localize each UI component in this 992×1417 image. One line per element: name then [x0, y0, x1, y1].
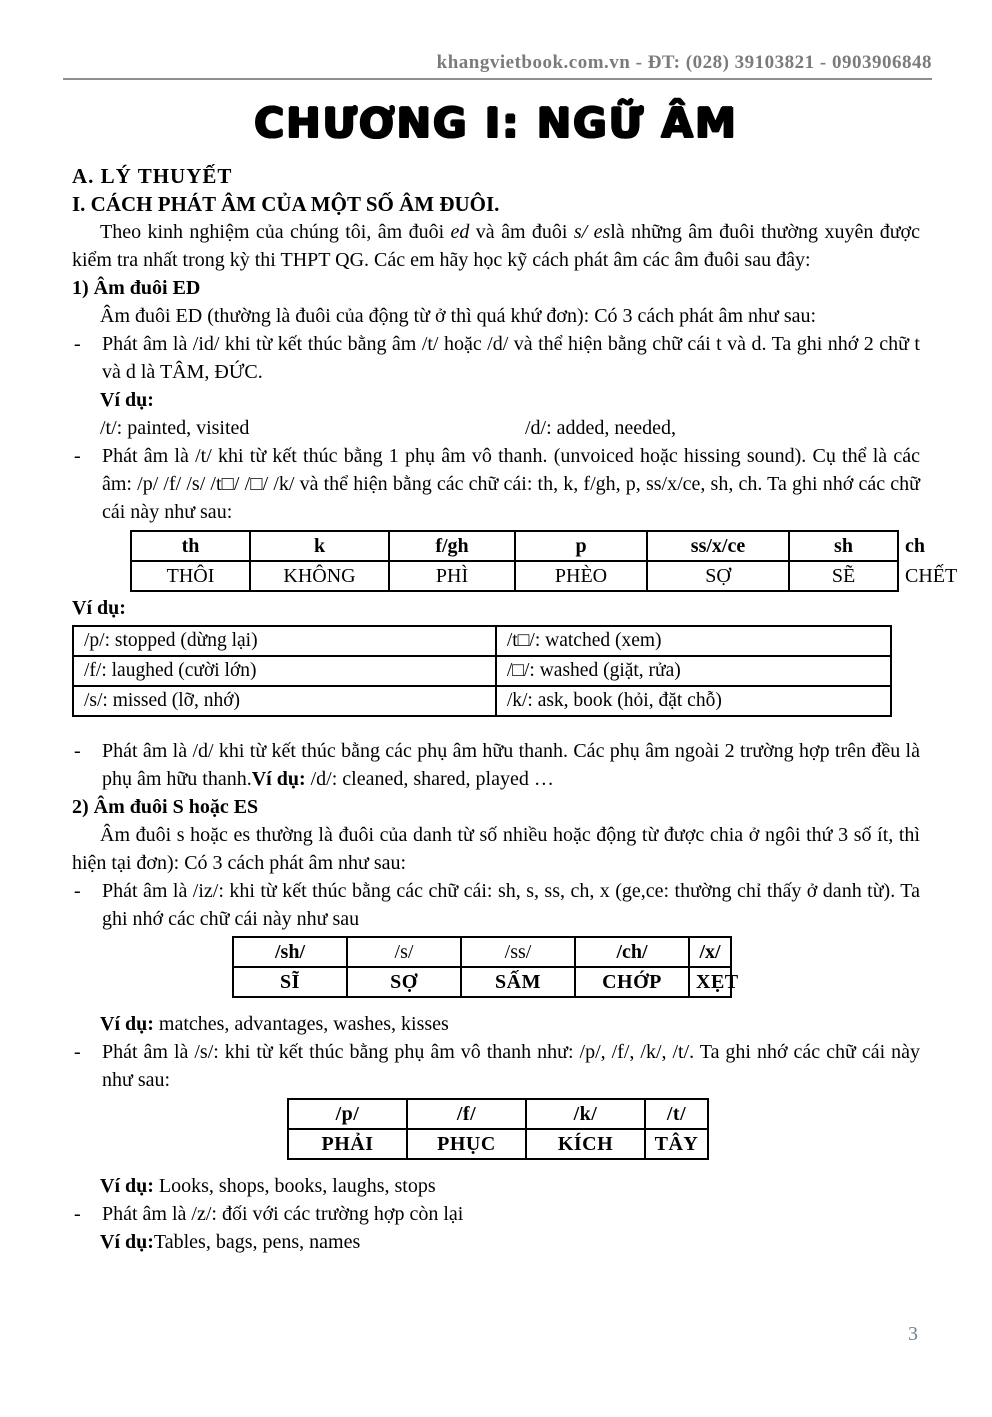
table-row — [233, 937, 731, 967]
table-cell: SỢ — [347, 967, 461, 997]
table-row — [73, 686, 891, 716]
bullet-d-text-1: Phát âm là /d/ khi từ kết thúc bằng các phụ âm hữu thanh. Các phụ âm ngoài 2 trường hợp trên đều là phụ âm hữu thanh. — [102, 740, 920, 790]
ed-examples-table — [72, 625, 892, 717]
bullet-id-text: Phát âm là /id/ khi từ kết thúc bằng âm /t/ hoặc /d/ và thể hiện bằng chữ cái t và d. Ta ghi nhớ 2 chữ t và d là TÂM, ĐỨC. — [102, 333, 920, 383]
vidu-label-1: Ví dụ: — [100, 389, 154, 411]
table-cell: /t/ — [645, 1099, 708, 1129]
table-cell: /sh/ — [233, 937, 347, 967]
example-s-text: Looks, shops, books, laughs, stops — [153, 1175, 436, 1197]
page-content — [72, 162, 958, 1256]
table-row — [73, 626, 891, 656]
bullet-dash: - — [74, 1203, 81, 1225]
table-cell: sh — [789, 531, 898, 561]
iz-letters-table — [232, 936, 739, 998]
bullet-d-text — [102, 737, 920, 793]
table-cell: XẸT — [689, 967, 731, 997]
chapter-title: CHƯƠNG I: NGỮ ÂM — [254, 99, 738, 147]
spacer — [72, 1002, 920, 1010]
table-cell: PHÈO — [515, 561, 647, 591]
table-cell: p — [515, 531, 647, 561]
table-cell: CHỚP — [575, 967, 689, 997]
intro-paragraph — [72, 218, 920, 274]
table-cell: THÔI — [131, 561, 250, 591]
bullet-dash: - — [74, 880, 81, 902]
bullet-id — [72, 330, 920, 386]
bullet-dash: - — [74, 1041, 81, 1063]
page-header — [63, 0, 932, 80]
table-cell: PHẢI — [288, 1129, 407, 1159]
table-cell: SẼ — [789, 561, 898, 591]
table-cell: /f/: laughed (cười lớn) — [73, 656, 496, 686]
table-cell: SỢ — [647, 561, 789, 591]
table-row — [73, 656, 891, 686]
intro-italic-ses: s/ es — [573, 221, 611, 243]
example-z-text: Tables, bags, pens, names — [153, 1231, 361, 1253]
vidu-label-3: Ví dụ: — [100, 1013, 154, 1035]
table-row: THÔI KHÔNG PHÌ PHÈO SỢ SẼ CHẾT — [131, 561, 898, 591]
bullet-z-text: Phát âm là /z/: đối với các trường hợp còn lại — [102, 1203, 464, 1225]
table-row — [288, 1099, 708, 1129]
intro-italic-ed: ed — [450, 221, 470, 243]
table-cell: TÂY — [645, 1129, 708, 1159]
consonant-letters-table — [130, 530, 958, 592]
table-cell: th — [131, 531, 250, 561]
s-section-desc: Âm đuôi s hoặc es thường là đuôi của danh từ số nhiều hoặc động từ được chia ở ngôi thứ 3 số ít, thì hiện tại đơn): Có 3 cách phát âm như sau: — [72, 824, 920, 874]
table-cell: f/gh — [389, 531, 515, 561]
vidu-label-2: Ví dụ: — [72, 597, 126, 619]
table-cell: SĨ — [233, 967, 347, 997]
header-text: khangvietbook.com.vn - ĐT: (028) 39103821 - 0903906848 — [436, 52, 932, 73]
bullet-iz-text: Phát âm là /iz/: khi từ kết thúc bằng các chữ cái: sh, s, ss, ch, x (ge,ce: thường chỉ thấy ở danh từ). Ta ghi nhớ các chữ cái này như sau — [102, 880, 920, 930]
table-cell: /ch/ — [575, 937, 689, 967]
bullet-dash: - — [74, 333, 81, 355]
table-row — [233, 967, 731, 997]
s-letters-table — [287, 1098, 709, 1160]
bullet-dash: - — [74, 445, 81, 467]
table-cell: /p/ — [288, 1099, 407, 1129]
table-cell: /p/: stopped (dừng lại) — [73, 626, 496, 656]
table-cell: KÍCH — [526, 1129, 645, 1159]
example-z-line — [100, 1228, 920, 1256]
bullet-d-text-2: /d/: cleaned, shared, played … — [305, 768, 554, 790]
bullet-t — [72, 442, 920, 526]
table-cell: k — [250, 531, 389, 561]
table-cell: /ss/ — [461, 937, 575, 967]
bullet-iz — [72, 877, 920, 933]
vidu-label-5: Ví dụ: — [100, 1231, 154, 1253]
table-cell: /x/ — [689, 937, 731, 967]
example-row-ed — [100, 414, 920, 442]
example-s-line — [100, 1172, 920, 1200]
table-cell: /k/ — [526, 1099, 645, 1129]
intro-text-1: Theo kinh nghiệm của chúng tôi, âm đuôi — [100, 221, 451, 243]
section-a-heading: A. LÝ THUYẾT — [72, 164, 233, 188]
example-t: /t/: painted, visited — [100, 417, 250, 439]
bullet-s — [72, 1038, 920, 1094]
ed-section-heading: 1) Âm đuôi ED — [72, 277, 201, 299]
table-cell: /□/: washed (giặt, rửa) — [496, 656, 891, 686]
s-section-heading: 2) Âm đuôi S hoặc ES — [72, 796, 259, 818]
example-iz-line — [100, 1010, 920, 1038]
table-cell: PHÌ — [389, 561, 515, 591]
intro-text-2: và âm đuôi — [469, 221, 574, 243]
table-cell: ss/x/ce — [647, 531, 789, 561]
vidu-label-4: Ví dụ: — [100, 1175, 154, 1197]
bullet-d — [72, 737, 920, 793]
table-row — [288, 1129, 708, 1159]
bullet-t-text: Phát âm là /t/ khi từ kết thúc bằng 1 phụ âm vô thanh. (unvoiced hoặc hissing sound). Cụ thể là các âm: /p/ /f/ /s/ /t□/ /□/ /k/ và thể hiện bằng các chữ cái: th, k, f/gh, p, ss/x/ce, sh, ch. Ta ghi nhớ các chữ cái này như sau: — [102, 445, 920, 523]
table-cell: KHÔNG — [250, 561, 389, 591]
example-iz-text: matches, advantages, washes, kisses — [153, 1013, 449, 1035]
bullet-dash: - — [74, 740, 81, 762]
table-cell: PHỤC — [407, 1129, 526, 1159]
table-row: th k f/gh p ss/x/ce sh ch — [131, 531, 898, 561]
section-i-heading: I. CÁCH PHÁT ÂM CỦA MỘT SỐ ÂM ĐUÔI. — [72, 192, 500, 216]
example-d: /d/: added, needed, — [525, 417, 677, 439]
bullet-s-text: Phát âm là /s/: khi từ kết thúc bằng phụ âm vô thanh như: /p/, /f/, /k/, /t/. Ta ghi nhớ các chữ cái này như sau: — [102, 1041, 920, 1091]
page-number: 3 — [908, 1323, 918, 1345]
spacer — [72, 723, 920, 737]
ed-section-desc: Âm đuôi ED (thường là đuôi của động từ ở thì quá khứ đơn): Có 3 cách phát âm như sau: — [100, 305, 817, 327]
table-cell: /f/ — [407, 1099, 526, 1129]
table-cell: /t□/: watched (xem) — [496, 626, 891, 656]
table-cell: /s/ — [347, 937, 461, 967]
bullet-z — [72, 1200, 920, 1228]
spacer — [72, 1164, 920, 1172]
table-cell: SẤM — [461, 967, 575, 997]
table-cell: /s/: missed (lỡ, nhớ) — [73, 686, 496, 716]
table-cell: /k/: ask, book (hỏi, đặt chỗ) — [496, 686, 891, 716]
vidu-label-inline: Ví dụ: — [251, 768, 306, 790]
intro-text-3: là những âm đuôi thường xuyên được kiểm tra nhất trong kỳ thi THPT QG. Các em hãy học kỹ cách phát âm các âm đuôi sau đây: — [72, 221, 921, 271]
